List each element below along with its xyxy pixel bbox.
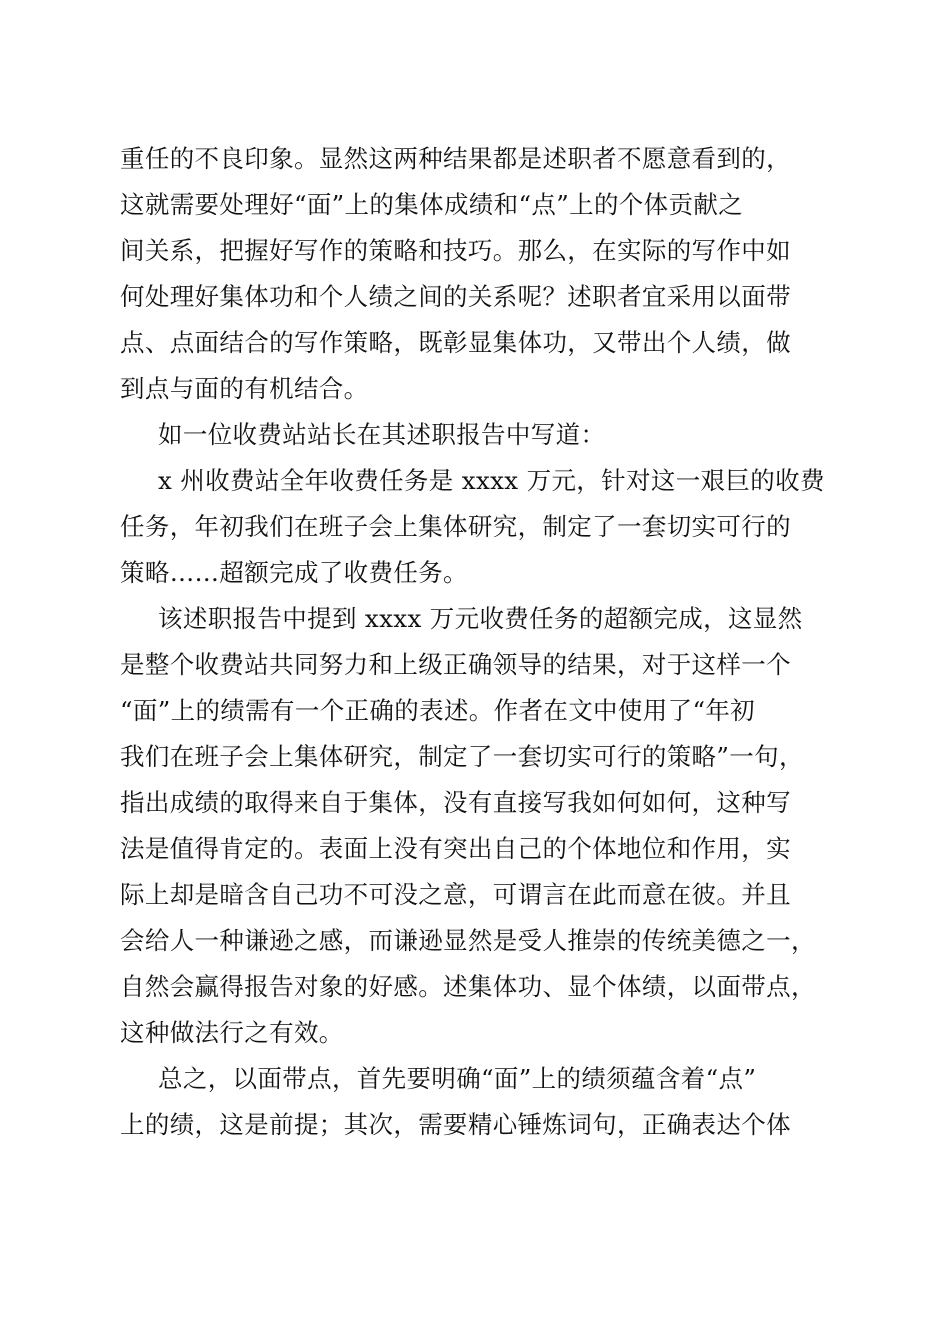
- text-line: 何处理好集体功和个人绩之间的关系呢？述职者宜采用以面带: [120, 282, 791, 311]
- text-line: 法是值得肯定的。表面上没有突出自己的个体地位和作用，实: [120, 834, 791, 863]
- paragraph-4: [120, 596, 838, 1056]
- text-line: 会给人一种谦逊之感，而谦逊显然是受人推崇的传统美德之一，: [120, 926, 816, 955]
- text-line: 是整个收费站共同努力和上级正确领导的结果，对于这样一个: [120, 650, 791, 679]
- paragraph-3-quote: [120, 458, 838, 596]
- text-line: 该述职报告中提到 xxxx 万元收费任务的超额完成，这显然: [158, 604, 803, 633]
- text-line: 任务，年初我们在班子会上集体研究，制定了一套切实可行的: [120, 512, 791, 541]
- text-line: 这种做法行之有效。: [120, 1018, 344, 1047]
- paragraph-5: [120, 1056, 838, 1148]
- text-line: 指出成绩的取得来自于集体，没有直接写我如何如何，这种写: [120, 788, 791, 817]
- text-line: 到点与面的有机结合。: [120, 374, 369, 403]
- text-line: 这就需要处理好“面”上的集体成绩和“点”上的个体贡献之: [120, 190, 744, 219]
- text-line: 上的绩，这是前提；其次，需要精心锤炼词句，正确表达个体: [120, 1110, 791, 1139]
- text-line: 总之，以面带点，首先要明确“面”上的绩须蕴含着“点”: [158, 1064, 757, 1093]
- text-line: 点、点面结合的写作策略，既彰显集体功，又带出个人绩，做: [120, 328, 791, 357]
- text-line: 我们在班子会上集体研究，制定了一套切实可行的策略”一句，: [120, 742, 804, 771]
- text-line: 重任的不良印象。显然这两种结果都是述职者不愿意看到的，: [120, 144, 791, 173]
- text-line: 间关系，把握好写作的策略和技巧。那么，在实际的写作中如: [120, 236, 791, 265]
- text-line: x 州收费站全年收费任务是 xxxx 万元，针对这一艰巨的收费: [158, 466, 825, 495]
- paragraph-1: [120, 136, 838, 412]
- text-line: 如一位收费站站长在其述职报告中写道：: [158, 420, 606, 449]
- body-text: [120, 136, 838, 1148]
- text-line: 自然会赢得报告对象的好感。述集体功、显个体绩，以面带点，: [120, 972, 816, 1001]
- paragraph-2: [120, 412, 838, 458]
- text-line: “面”上的绩需有一个正确的表述。作者在文中使用了“年初: [120, 696, 756, 725]
- text-line: 策略……超额完成了收费任务。: [120, 558, 468, 587]
- text-line: 际上却是暗含自己功不可没之意，可谓言在此而意在彼。并且: [120, 880, 791, 909]
